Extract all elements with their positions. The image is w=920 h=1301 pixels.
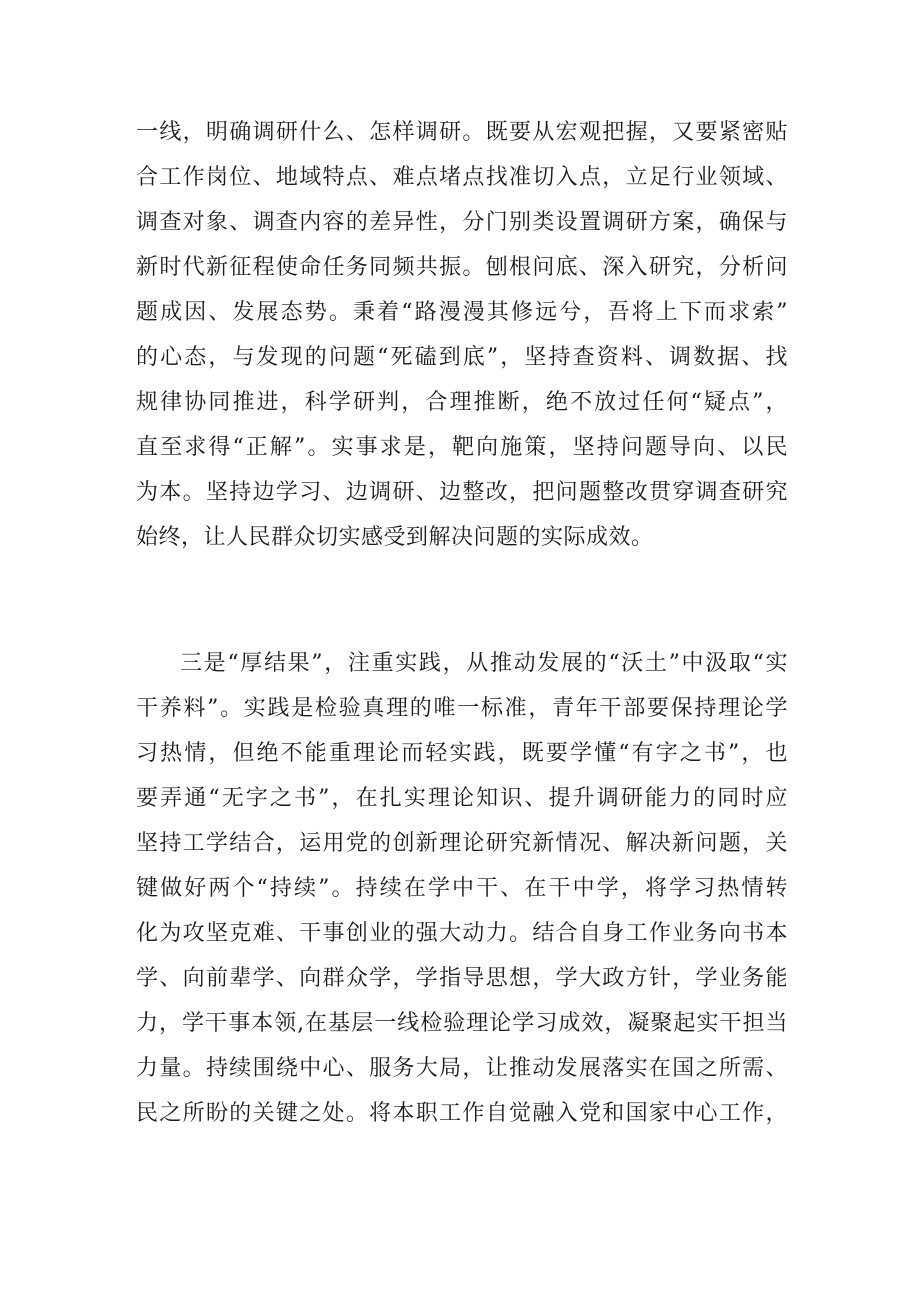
paragraph-line: 学、向前辈学、向群众学，学指导思想，学大政方针，学业务能 [136, 966, 788, 991]
paragraph-line: 题成因、发展态势。秉着“路漫漫其修远兮，吾将上下而求索” [136, 300, 788, 325]
paragraph-line: 始终，让人民群众切实感受到解决问题的实际成效。 [136, 525, 654, 550]
paragraph-line: 干养料”。实践是检验真理的唯一标准，青年干部要保持理论学 [136, 696, 788, 721]
paragraph-line: 坚持工学结合，运用党的创新理论研究新情况、解决新问题，关 [136, 831, 788, 856]
paragraph-line: 键做好两个“持续”。持续在学中干、在干中学，将学习热情转 [136, 876, 788, 901]
paragraph-line: 化为攻坚克难、干事创业的强大动力。结合自身工作业务向书本 [136, 921, 788, 946]
paragraph-line: 要弄通“无字之书”，在扎实理论知识、提升调研能力的同时应 [136, 786, 788, 811]
paragraph-line: 力，学干事本领,在基层一线检验理论学习成效，凝聚起实干担当 [136, 1011, 788, 1036]
paragraph-line: 调查对象、调查内容的差异性，分门别类设置调研方案，确保与 [136, 210, 788, 235]
paragraph-line: 三是“厚结果”，注重实践，从推动发展的“沃土”中汲取“实 [180, 651, 788, 676]
paragraph-line: 新时代新征程使命任务同频共振。刨根问底、深入研究，分析问 [136, 255, 788, 280]
paragraph-line: 民之所盼的关键之处。将本职工作自觉融入党和国家中心工作， [136, 1101, 788, 1126]
paragraph-line: 直至求得“正解”。实事求是，靶向施策，坚持问题导向、以民 [136, 435, 788, 460]
paragraph-line: 合工作岗位、地域特点、难点堵点找准切入点，立足行业领域、 [136, 165, 788, 190]
paragraph-1 [136, 110, 788, 560]
paragraph-line: 一线，明确调研什么、怎样调研。既要从宏观把握，又要紧密贴 [136, 120, 788, 145]
paragraph-line: 力量。持续围绕中心、服务大局，让推动发展落实在国之所需、 [136, 1056, 788, 1081]
paragraph-line: 习热情，但绝不能重理论而轻实践，既要学懂“有字之书”，也 [136, 741, 788, 766]
paragraph-line: 规律协同推进，科学研判，合理推断，绝不放过任何“疑点”， [136, 390, 788, 415]
paragraph-2 [136, 641, 788, 1136]
paragraph-line: 的心态，与发现的问题“死磕到底”，坚持查资料、调数据、找 [136, 345, 788, 370]
paragraph-line: 为本。坚持边学习、边调研、边整改，把问题整改贯穿调查研究 [136, 480, 788, 505]
